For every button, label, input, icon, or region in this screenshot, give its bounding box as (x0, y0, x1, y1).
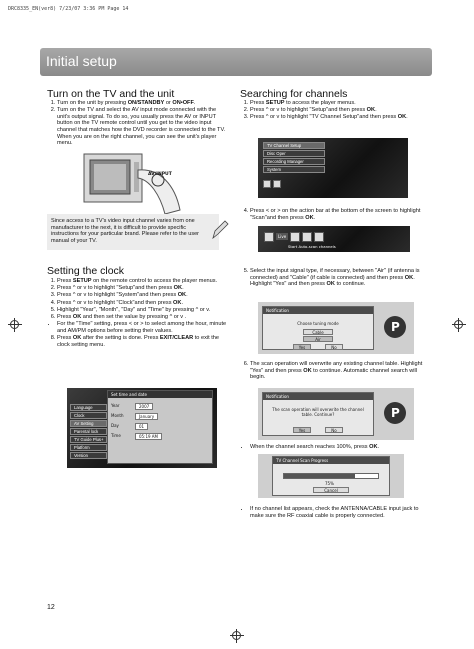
menu-item-clock[interactable]: Clock (70, 412, 107, 419)
search-step: 3. Press ^ or v to highlight "TV Channel Setup"and then press OK. (250, 114, 428, 121)
menu-item-language[interactable]: Language (70, 404, 107, 411)
search-steps (240, 100, 428, 122)
field-value: 01 (135, 423, 148, 430)
dialog-title: Notification (263, 307, 373, 314)
av-input-label: AV/INPUT (148, 172, 172, 177)
page-number: 12 (47, 604, 55, 611)
clock-heading: Setting the clock (47, 265, 125, 277)
field-label: Month (111, 413, 124, 418)
clock-step: 6. Press OK and then set the value by pressing ^ or v . (57, 314, 229, 321)
home-icon[interactable] (264, 232, 274, 242)
tuning-mode-screenshot (258, 302, 414, 354)
menu-item-disc-oper[interactable]: Disc Oper (263, 150, 325, 157)
search-step: 5. Select the input signal type, if necessary, between "Air" (if antenna is connected) and "Cable" (if cable is connected) and then press OK. Highlight "Yes" and then press OK to continue. (250, 268, 430, 288)
tv-screen-content (94, 164, 126, 190)
scan-progress-screenshot (258, 454, 404, 498)
step-6 (240, 361, 430, 381)
dialog-message: The scan operation will overwrite the channel table. Continue? (272, 407, 364, 417)
dialog-title: TV Channel Scan Progress (273, 457, 389, 464)
field-value: 05:19 AM (135, 433, 162, 440)
menu-item-system[interactable]: System (263, 166, 325, 173)
clock-menu-screenshot (67, 388, 217, 468)
clock-step: 3. Press ^ or v to highlight "System"and then press OK. (57, 292, 229, 299)
help-badge-icon: P (384, 316, 406, 338)
note-text: Since access to a TV's video input channel varies from one manufacturer to the next, it is difficult to provide specific instructions for your particular brand. Please refer to the user manual of your TV. (51, 218, 199, 244)
pencil-icon (210, 218, 230, 242)
note-box (47, 214, 219, 250)
cable-option[interactable]: Cable (303, 329, 333, 335)
field-label: Time (111, 433, 121, 438)
search-step: • When the channel search reaches 100%, press OK. (250, 444, 430, 451)
scan-icon[interactable] (290, 232, 300, 242)
overwrite-dialog (262, 392, 374, 436)
clock-panel (107, 390, 213, 464)
search-heading: Searching for channels (240, 88, 348, 100)
tools-icon[interactable] (302, 232, 312, 242)
clock-panel-title: Set time and date (108, 391, 212, 398)
step-4 (240, 208, 428, 222)
dialog-message: Choose tuning mode (297, 321, 339, 326)
live-button[interactable]: Live (278, 234, 287, 239)
step-none (240, 506, 430, 520)
action-bar-screenshot (258, 226, 410, 252)
menu-item-parental-lock[interactable]: Parental lock (70, 428, 107, 435)
search-step: 2. Press ^ or v to highlight "Setup"and then press OK. (250, 107, 428, 114)
clock-field-time[interactable] (111, 433, 211, 440)
setup-icon (273, 180, 281, 188)
registration-mark-right (452, 318, 466, 332)
registration-mark-left (8, 318, 22, 332)
air-option[interactable]: Air (303, 336, 333, 342)
menu-item-av-setting[interactable]: AV Setting (70, 420, 107, 427)
menu-item-version[interactable]: Version (70, 452, 107, 459)
overwrite-screenshot (258, 388, 414, 440)
action-bar-hint: Start Auto-scan channels (288, 244, 336, 249)
clock-step: 8. Press OK after the setting is done. Press EXIT/CLEAR to exit the clock setting menu. (57, 335, 229, 348)
search-step: 4. Press < or > on the action bar at the bottom of the screen to highlight "Scan"and then press OK. (250, 208, 428, 221)
clock-step: 1. Press SETUP on the remote control to access the player menus. (57, 278, 229, 285)
search-step: 1. Press SETUP to access the player menus. (250, 100, 428, 107)
registration-mark-bottom (230, 629, 244, 643)
tv-step: 2. Turn on the TV and select the AV input mode connected with the unit's output signal. To do so, you usually press the AV or INPUT button on the TV remote control until you get to the video input channel that matches how the DVD recorder is connected to the TV. When you are on the right channel, you can see the unit's player menu. (57, 107, 227, 147)
clock-step: 2. Press ^ or v to highlight "Setup"and then press OK. (57, 285, 229, 292)
no-button[interactable]: No (325, 344, 343, 350)
clock-step: • For the "Time" setting, press < or > to select among the hour, minute and AM/PM options before setting their values. (57, 321, 229, 334)
tv-steps (47, 100, 227, 147)
setup-menu-list (263, 142, 325, 173)
clock-menu-sidebar (70, 404, 107, 459)
progress-dialog (272, 456, 390, 496)
clock-field-month[interactable] (111, 413, 211, 420)
setup-menu-screenshot (258, 138, 408, 198)
page-title: Initial setup (46, 53, 117, 69)
clock-field-day[interactable] (111, 423, 211, 430)
tv-remote-illustration (80, 150, 190, 215)
yes-button[interactable]: Yes (293, 427, 311, 433)
clock-step: 5. Highlight "Year", "Month", "Day" and "Time" by pressing ^ or v. (57, 307, 229, 314)
tv-heading: Turn on the TV and the unit (47, 88, 175, 100)
clock-fields (111, 403, 211, 440)
field-label: Year (111, 403, 120, 408)
no-button[interactable]: No (325, 427, 343, 433)
step-done (240, 444, 430, 451)
clock-field-year[interactable] (111, 403, 211, 410)
tv-step: 1. Turn on the unit by pressing ON/STANDBY or ON•OFF. (57, 100, 227, 107)
search-step: 6. The scan operation will overwrite any existing channel table. Highlight "Yes" and then press OK to continue. Automatic channel search will begin. (250, 361, 430, 381)
menu-item-platform[interactable]: Platform (70, 444, 107, 451)
progress-percent: 75% (325, 481, 334, 486)
cancel-button[interactable]: Cancel (313, 487, 349, 493)
menu-item-recording-manager[interactable]: Recording Manager (263, 158, 325, 165)
progress-bar (283, 473, 379, 479)
search-step: • If no channel list appears, check the ANTENNA/CABLE input jack to make sure the RF coaxial cable is properly connected. (250, 506, 430, 519)
field-value: 2007 (135, 403, 153, 410)
tuning-dialog (262, 306, 374, 350)
clock-step: 4. Press ^ or v to highlight "Clock"and then press OK. (57, 300, 229, 307)
dialog-title: Notification (263, 393, 373, 400)
home-icon (263, 180, 271, 188)
menu-item-tv-guide[interactable]: TV Guide Plus+ (70, 436, 107, 443)
step-5 (240, 268, 430, 288)
menu-item-tv-channel-setup[interactable]: TV Channel Setup (263, 142, 325, 149)
field-value: January (135, 413, 158, 420)
help-badge-icon: P (384, 402, 406, 424)
yes-button[interactable]: Yes (293, 344, 311, 350)
section-banner (40, 48, 432, 76)
info-icon[interactable] (314, 232, 324, 242)
field-label: Day (111, 423, 119, 428)
print-slug: DRC8335_EN(ver8) 7/23/07 3:36 PM Page 14 (8, 6, 129, 12)
clock-steps (47, 278, 229, 349)
progress-fill (284, 474, 355, 478)
